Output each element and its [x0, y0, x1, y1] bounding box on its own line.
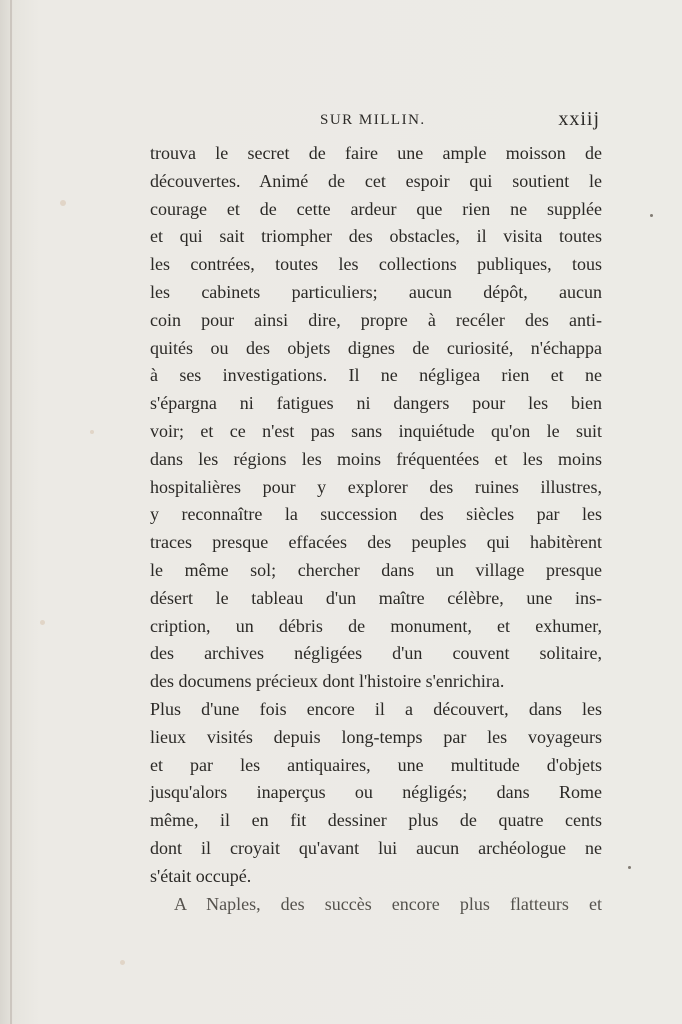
text-line: quités ou des objets dignes de curiosité, n'échappa	[150, 337, 602, 358]
paper-speck	[90, 430, 94, 434]
text-line: trouva le secret de faire une ample moisson de	[150, 143, 602, 163]
text-line: cription, un débris de monument, et exhumer,	[150, 615, 602, 636]
text-line: voir; et ce n'est pas sans inquiétude qu'on le suit	[150, 420, 602, 441]
text-line: jusqu'alors inaperçus ou négligés; dans Rome	[150, 782, 602, 803]
text-line: à ses investigations. Il ne négligea rien et ne	[150, 365, 602, 386]
text-line: et qui sait triompher des obstacles, il visita toutes	[150, 226, 602, 247]
paper-speck	[40, 620, 45, 625]
body-text	[150, 140, 602, 918]
text-line: les cabinets particuliers; aucun dépôt, aucun	[150, 281, 602, 302]
running-title: SUR MILLIN.	[320, 112, 426, 128]
text-line: coin pour ainsi dire, propre à recéler des anti-	[150, 309, 602, 330]
text-line: des archives négligées d'un couvent solitaire,	[150, 643, 602, 664]
text-line: A Naples, des succès encore plus flatteurs et	[174, 893, 602, 914]
page-number: xxiij	[558, 108, 600, 130]
text-line: les contrées, toutes les collections publiques, tous	[150, 254, 602, 275]
text-line: dont il croyait qu'avant lui aucun archéologue ne	[150, 837, 602, 858]
text-line: s'était occupé.	[150, 865, 252, 886]
running-head	[150, 108, 600, 136]
paper-speck	[650, 214, 653, 217]
text-line: et par les antiquaires, une multitude d'objets	[150, 754, 602, 775]
text-line: découvertes. Animé de cet espoir qui soutient le	[150, 170, 602, 191]
text-line: s'épargna ni fatigues ni dangers pour les bien	[150, 393, 602, 414]
text-line: courage et de cette ardeur que rien ne supplée	[150, 198, 602, 219]
text-line: le même sol; chercher dans un village presque	[150, 559, 602, 580]
page-fold	[10, 0, 12, 1024]
text-line: hospitalières pour y explorer des ruines illustres,	[150, 476, 602, 497]
text-line: lieux visités depuis long-temps par les voyageurs	[150, 726, 602, 747]
text-line: y reconnaître la succession des siècles par les	[150, 504, 602, 525]
text-line: Plus d'une fois encore il a découvert, dans les	[150, 698, 602, 719]
text-line: même, il en fit dessiner plus de quatre cents	[150, 810, 602, 831]
text-line: désert le tableau d'un maître célèbre, une ins-	[150, 587, 602, 608]
paper-speck	[120, 960, 125, 965]
paper-speck	[60, 200, 66, 206]
text-line: traces presque effacées des peuples qui habitèrent	[150, 532, 602, 553]
text-line: des documens précieux dont l'histoire s'enrichira.	[150, 671, 505, 692]
text-line: dans les régions les moins fréquentées et les moins	[150, 448, 602, 469]
paper-speck	[628, 866, 631, 869]
